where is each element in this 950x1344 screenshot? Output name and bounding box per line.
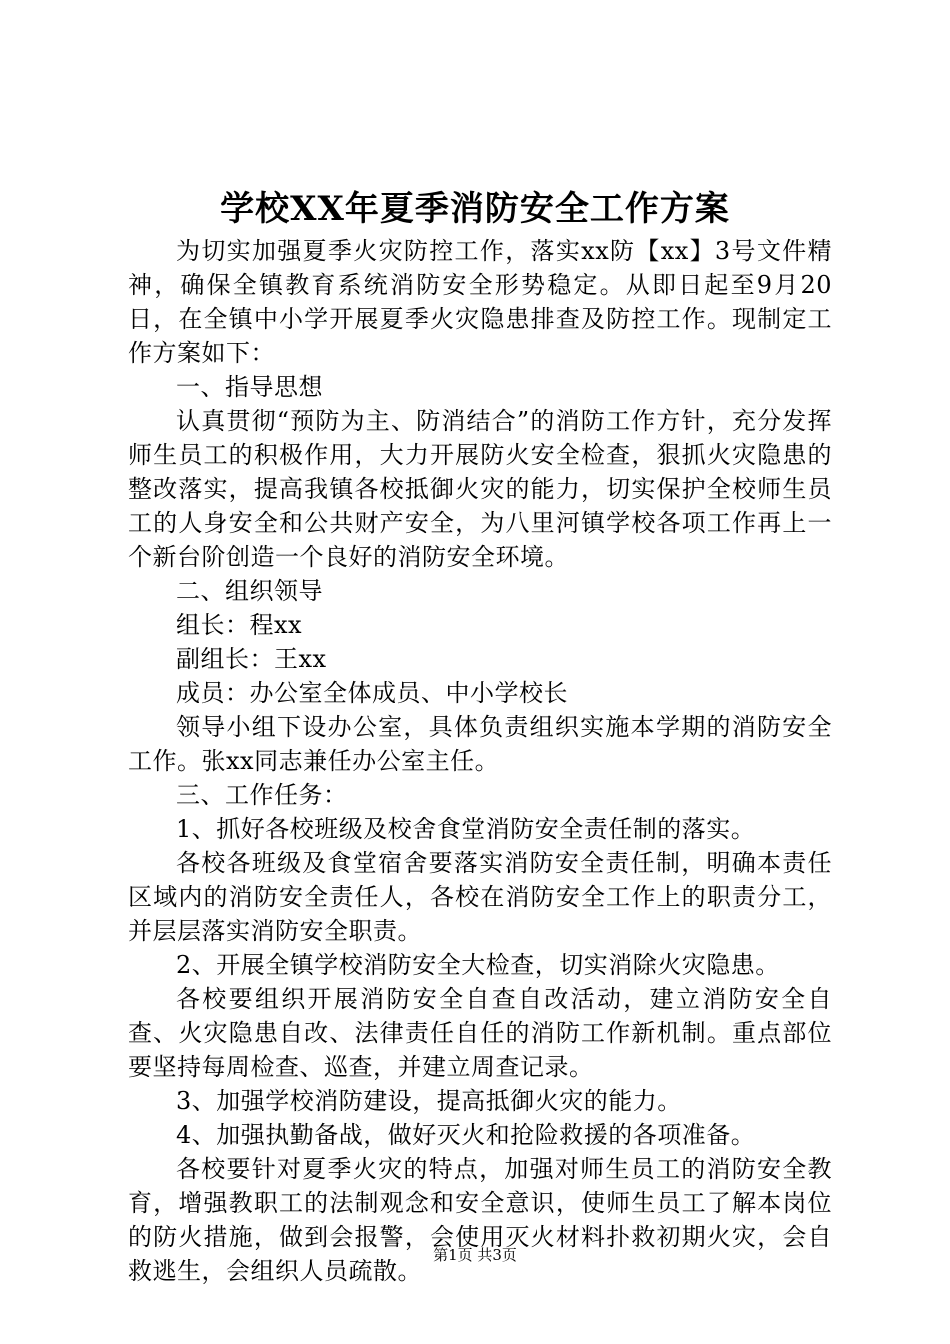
paragraph-members: 成员：办公室全体成员、中小学校长: [176, 679, 568, 707]
heading-guiding-thought: 一、指导思想: [176, 373, 323, 401]
paragraph-deputy-leader: 副组长：王xx: [176, 645, 327, 673]
task-item-3: 3、加强学校消防建设，提高抵御火灾的能力。: [176, 1087, 682, 1115]
heading-organization: 二、组织领导: [176, 577, 323, 605]
paragraph-task-1-detail: 各校各班级及食堂宿舍要落实消防安全责任制，明确本责任区域内的消防安全责任人，各校在消防安全工作上的职责分工，并层层落实消防安全职责。: [128, 849, 832, 945]
paragraph-task-4-detail: 各校要针对夏季火灾的特点，加强对师生员工的消防安全教育，增强教职工的法制观念和安全意识，使师生员工了解本岗位的防火措施，做到会报警，会使用灭火材料扑救初期火灾，会自救逃生，会组织人员疏散。: [128, 1155, 832, 1285]
paragraph-task-2-detail: 各校要组织开展消防安全自查自改活动，建立消防安全自查、火灾隐患自改、法律责任自任的消防工作新机制。重点部位要坚持每周检查、巡查，并建立周查记录。: [128, 985, 832, 1081]
paragraph-group-leader: 组长：程xx: [176, 611, 303, 639]
document-body: [128, 234, 832, 1288]
heading-tasks: 三、工作任务：: [176, 781, 348, 809]
task-item-2: 2、开展全镇学校消防安全大检查，切实消除火灾隐患。: [176, 951, 780, 979]
paragraph-guiding-thought: 认真贯彻“预防为主、防消结合”的消防工作方针，充分发挥师生员工的积极作用，大力开展防火安全检查，狠抓火灾隐患的整改落实，提高我镇各校抵御火灾的能力，切实保护全校师生员工的人身安全和公共财产安全，为八里河镇学校各项工作再上一个新台阶创造一个良好的消防安全环境。: [128, 407, 832, 571]
paragraph-intro: 为切实加强夏季火灾防控工作，落实xx防【xx】3号文件精神，确保全镇教育系统消防安全形势稳定。从即日起至9月20日，在全镇中小学开展夏季火灾隐患排查及防控工作。现制定工作方案如下：: [128, 237, 832, 367]
paragraph-office: 领导小组下设办公室，具体负责组织实施本学期的消防安全工作。张xx同志兼任办公室主任。: [128, 713, 832, 775]
document-title: 学校XX年夏季消防安全工作方案: [220, 189, 730, 229]
task-item-1: 1、抓好各校班级及校舍食堂消防安全责任制的落实。: [176, 815, 756, 843]
task-item-4: 4、加强执勤备战，做好灭火和抢险救援的各项准备。: [176, 1121, 756, 1149]
page-number: 第1页 共3页: [433, 1246, 517, 1264]
